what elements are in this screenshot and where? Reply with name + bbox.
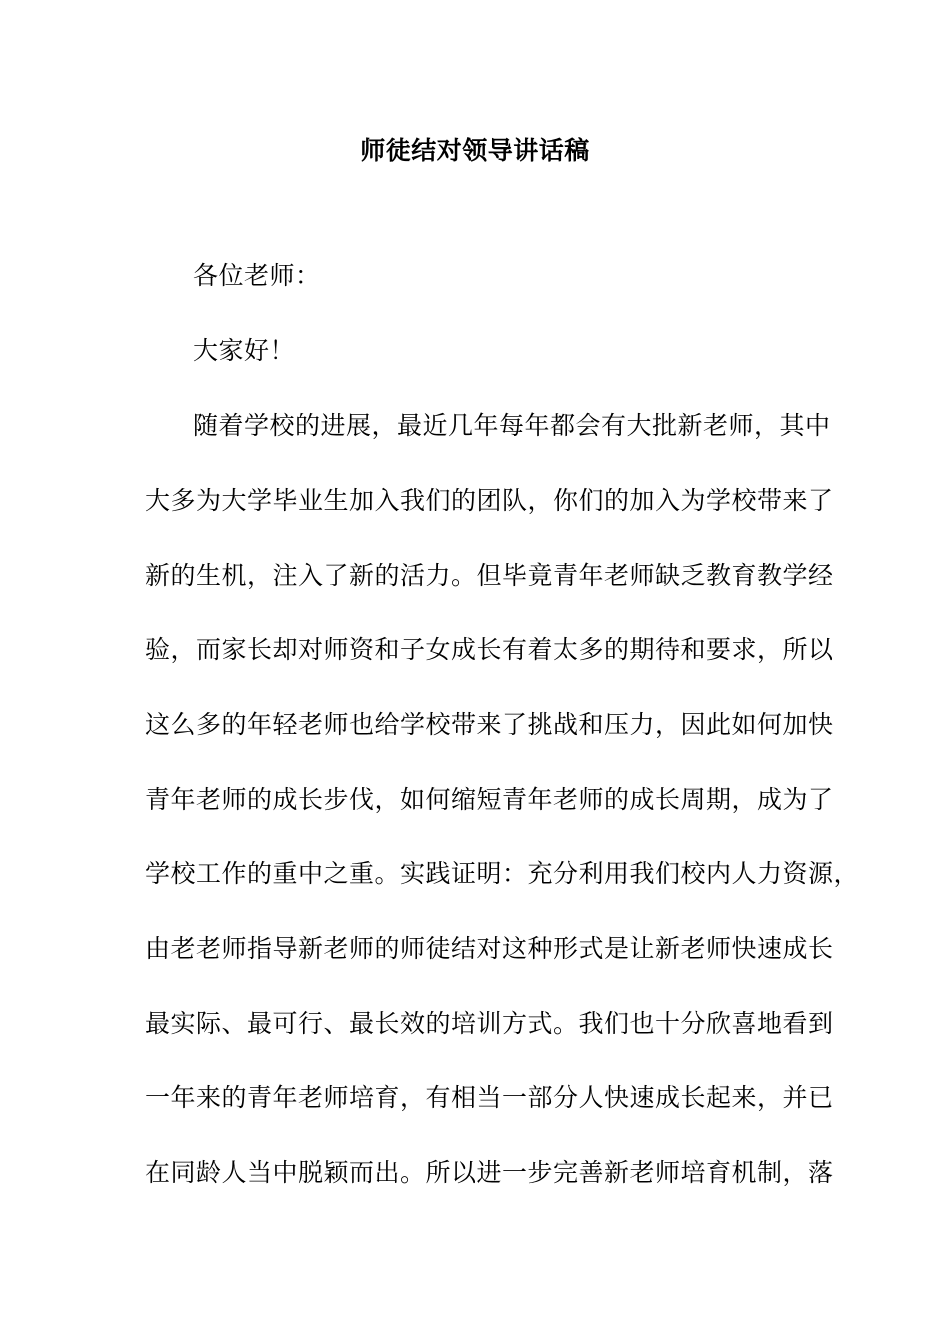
- paragraph-line: 青年老师的成长步伐，如何缩短青年老师的成长周期，成为了: [145, 785, 834, 814]
- paragraph-line: 这么多的年轻老师也给学校带来了挑战和压力，因此如何加快: [145, 710, 834, 739]
- paragraph-line: 学校工作的重中之重。实践证明：充分利用我们校内人力资源，: [145, 859, 860, 888]
- paragraph-line: 随着学校的进展，最近几年每年都会有大批新老师，其中: [193, 411, 831, 440]
- salutation: 各位老师：: [193, 261, 321, 290]
- paragraph-line: 新的生机，注入了新的活力。但毕竟青年老师缺乏教育教学经: [145, 561, 834, 590]
- paragraph-line: 大多为大学毕业生加入我们的团队，你们的加入为学校带来了: [145, 486, 834, 515]
- paragraph-line: 一年来的青年老师培育，有相当一部分人快速成长起来，并已: [145, 1083, 834, 1112]
- paragraph-line: 在同龄人当中脱颖而出。所以进一步完善新老师培育机制，落: [145, 1158, 834, 1187]
- greeting: 大家好！: [193, 336, 296, 365]
- paragraph-line: 最实际、最可行、最长效的培训方式。我们也十分欣喜地看到: [145, 1009, 834, 1038]
- document-title: 师徒结对领导讲话稿: [360, 136, 590, 165]
- paragraph-line: 由老老师指导新老师的师徒结对这种形式是让新老师快速成长: [145, 934, 834, 963]
- paragraph-line: 验，而家长却对师资和子女成长有着太多的期待和要求，所以: [145, 635, 834, 664]
